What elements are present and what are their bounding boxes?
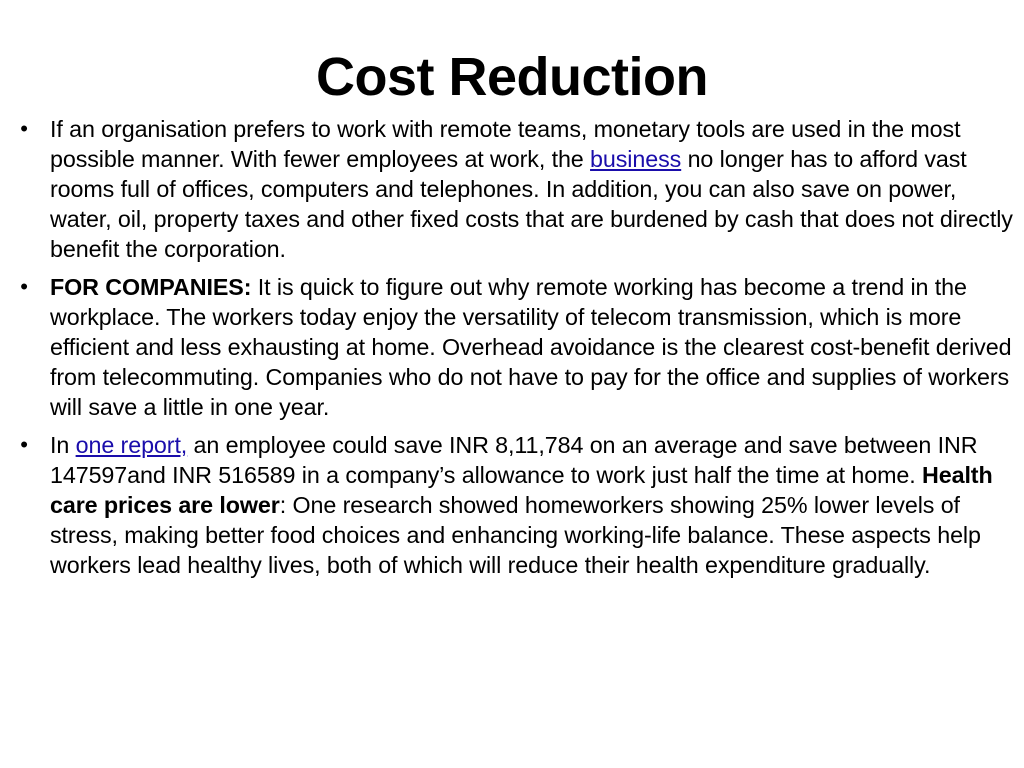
bullet-list [14,114,1014,588]
bullet-bold-phrase: Health care prices are lower [50,462,993,518]
bullet-icon: • [20,432,28,457]
bullet-item-one-report [14,430,1014,580]
bullet-text: It is quick to figure out why remote working has become a trend in the workplace. The workers today enjoy the versatility of telecom transmission, which is more efficient and less exhausting at home. Overhead avoidance is the clearest cost-benefit derived from telecommuting. Companies who do not have to pay for the office and supplies of workers will save a little in one year. [50,274,1012,420]
bullet-bold-lead: FOR COMPANIES: [50,274,252,300]
bullet-icon: • [20,116,28,141]
one-report-link[interactable]: one report, [75,432,188,458]
bullet-text: If an organisation prefers to work with remote teams, monetary tools are used in the most possible manner. With fewer employees at work, the [50,116,961,172]
bullet-text: In [50,432,76,458]
bullet-item-for-companies [14,272,1014,422]
slide-title: Cost Reduction [316,47,708,108]
bullet-text: an employee could save INR 8,11,784 on an average and save between INR 147597and INR 516589 in a company’s allowance to work just half the time at home. [50,432,978,488]
bullet-text: : One research showed homeworkers showing 25% lower levels of stress, making better food choices and enhancing working-life balance. These aspects help workers lead healthy lives, both of which will reduce their health expenditure gradually. [50,492,981,578]
bullet-item-remote-teams [14,114,1014,264]
bullet-text: no longer has to afford vast rooms full of offices, computers and telephones. In addition, you can also save on power, water, oil, property taxes and other fixed costs that are burdened by cash that does not directly benefit the corporation. [50,146,1013,262]
bullet-icon: • [20,274,28,299]
business-link[interactable]: business [590,146,682,172]
